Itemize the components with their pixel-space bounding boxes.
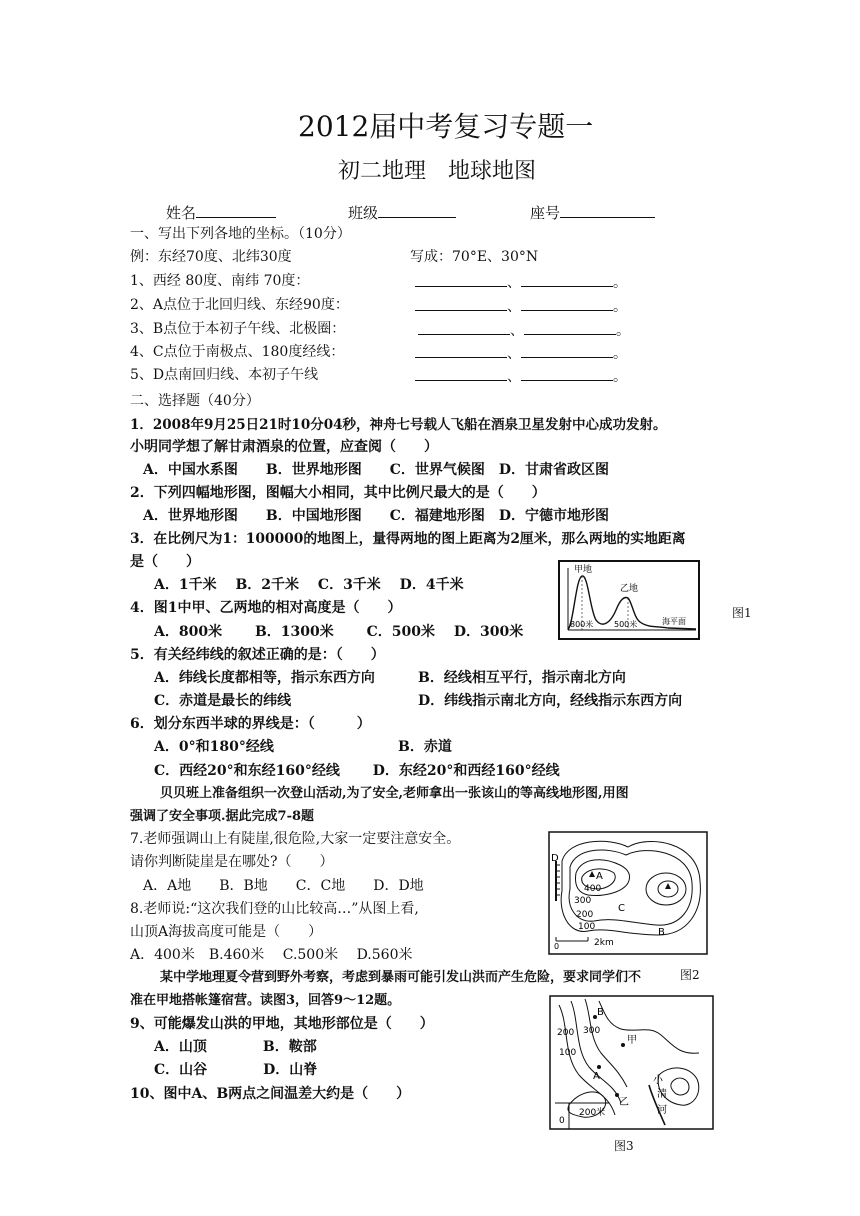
q3-line1: 3．在比例尺为1：100000的地图上，量得两地的图上距离为2厘米，那么两地的实地距离: [130, 531, 686, 547]
coord-item-1: 1、西经 80度、南纬 70度：: [130, 273, 310, 289]
q5-option-c: C．赤道是最长的纬线: [154, 693, 292, 709]
fig3-label-xiao: 小: [653, 1075, 663, 1086]
q1-line2: 小明同学想了解甘肃酒泉的位置，应查阅（ ）: [130, 439, 438, 455]
fig3-label-b: B: [597, 1007, 604, 1018]
section1-heading: 一、写出下列各地的坐标。（10分）: [130, 226, 351, 242]
fig3-label-a: A: [593, 1071, 600, 1082]
q3-line2: 是（ ）: [130, 554, 200, 570]
coord-item-3: 3、B点位于本初子午线、北极圈：: [130, 321, 346, 337]
figure-1: [558, 560, 700, 640]
q7-options: A．A地 B．B地 C．C地 D．D地: [143, 878, 424, 894]
fig1-label-sea: 海平面: [662, 617, 686, 626]
fig3-label-he: 河: [657, 1105, 667, 1116]
coord-answer-2[interactable]: 、 。: [415, 296, 627, 316]
q8-line1: 8.老师说:“这次我们登的山比较高…”从图上看,: [130, 901, 419, 917]
q3-options: A．1千米 B．2千米 C．3千米 D．4千米: [154, 577, 464, 593]
fig2-label-300: 300: [574, 896, 592, 906]
class-label: 班级: [348, 204, 379, 222]
q1-options: A．中国水系图 B．世界地形图 C．世界气候图 D．甘肃省政区图: [143, 462, 609, 478]
fig2-caption: 图2: [680, 968, 700, 982]
intro-7-8-line2: 强调了安全事项.据此完成7-8题: [130, 809, 315, 824]
fig2-label-c: C: [618, 903, 625, 914]
fig1-label-800: 800米: [570, 620, 594, 629]
q2-stem: 2．下列四幅地形图，图幅大小相同，其中比例尺最大的是（ ）: [130, 485, 546, 501]
q10-stem: 10、图中A、B两点之间温差大约是（ ）: [130, 1086, 411, 1102]
fig3-label-100: 100: [559, 1048, 577, 1058]
fig1-label-jia: 甲地: [574, 565, 593, 575]
coord-answer-3[interactable]: 、 。: [418, 320, 630, 340]
section1-example-answer: 写成：70°E、30°N: [410, 249, 539, 265]
coord-answer-5[interactable]: 、 。: [415, 366, 627, 386]
q6-option-a: A．0°和180°经线: [154, 739, 274, 755]
fig2-label-200: 200: [576, 910, 594, 920]
q5-option-b: B．经线相互平行，指示南北方向: [418, 670, 626, 686]
fig2-scale-0: 0: [554, 942, 560, 951]
fig1-caption: 图1: [732, 606, 752, 620]
coord-answer-1[interactable]: 、 。: [415, 272, 627, 292]
page-title: 2012届中考复习专题一: [298, 110, 594, 143]
section1-example: 例：东经70度、北纬30度: [130, 249, 292, 265]
fig2-label-b: B: [658, 927, 665, 938]
fig1-label-500: 500米: [614, 620, 638, 629]
q5-option-a: A．纬线长度都相等，指示东西方向: [154, 670, 375, 686]
q9-options-ab: A．山顶 B．鞍部: [154, 1039, 317, 1055]
section2-heading: 二、选择题（40分）: [130, 393, 260, 409]
class-field[interactable]: [348, 203, 456, 222]
fig3-label-200: 200: [557, 1028, 575, 1038]
seat-field[interactable]: [530, 203, 655, 222]
q5-option-d: D．纬线指示南北方向，经线指示东西方向: [418, 693, 683, 709]
q4-options: A．800米 B．1300米 C．500米 D．300米: [154, 624, 524, 640]
fig2-label-100: 100: [578, 922, 596, 932]
q5-stem: 5．有关经纬线的叙述正确的是：（ ）: [130, 647, 385, 663]
q7-line1: 7.老师强调山上有陡崖,很危险,大家一定要注意安全。: [130, 831, 461, 847]
figure-3: [549, 995, 714, 1130]
q4-stem: 4．图1中甲、乙两地的相对高度是（ ）: [130, 600, 402, 616]
intro-9-12-line1: 某中学地理夏令营到野外考察，考虑到暴雨可能引发山洪而产生危险，要求同学们不: [160, 970, 642, 985]
q9-options-cd: C．山谷 D．山脊: [154, 1062, 318, 1078]
name-field[interactable]: [166, 203, 276, 222]
q9-stem: 9、可能爆发山洪的甲地，其地形部位是（ ）: [130, 1016, 434, 1032]
seat-label: 座号: [530, 204, 561, 222]
fig3-label-jia: 甲: [627, 1035, 637, 1046]
q2-options: A．世界地形图 B．中国地形图 C．福建地形图 D．宁德市地形图: [143, 508, 609, 524]
fig3-scale-200m: 200米: [579, 1108, 606, 1118]
q6-options-cd: C．西经20°和东经160°经线 D．东经20°和西经160°经线: [154, 763, 560, 779]
figure-2: [548, 831, 708, 955]
coord-answer-4[interactable]: 、 。: [415, 343, 627, 363]
fig3-scale-0: 0: [559, 1116, 565, 1126]
coord-item-4: 4、C点位于南极点、180度经线：: [130, 344, 345, 360]
q6-stem: 6．划分东西半球的界线是：（ ）: [130, 716, 371, 732]
fig2-label-d: D: [551, 853, 559, 864]
q8-line2: 山顶A海拔高度可能是（ ）: [130, 924, 323, 940]
coord-item-5: 5、D点南回归线、本初子午线: [130, 367, 319, 383]
fig2-scale-2km: 2km: [594, 938, 614, 948]
fig3-label-qing: 清: [657, 1089, 667, 1100]
fig1-label-yi: 乙地: [620, 584, 639, 594]
q7-line2: 请你判断陡崖是在哪处?（ ）: [130, 854, 334, 870]
q8-options: A．400米 B.460米 C.500米 D.560米: [130, 947, 413, 963]
coord-item-2: 2、A点位于北回归线、东经90度：: [130, 297, 349, 313]
intro-7-8-line1: 贝贝班上准备组织一次登山活动,为了安全,老师拿出一张该山的等高线地形图,用图: [160, 786, 629, 801]
fig3-label-yi: 乙: [619, 1097, 629, 1108]
intro-9-12-line2: 准在甲地搭帐篷宿营。读图3，回答9～12题。: [130, 993, 401, 1008]
fig3-caption: 图3: [614, 1139, 634, 1153]
page-subtitle: 初二地理 地球地图: [338, 159, 537, 184]
fig2-label-a: A: [596, 871, 603, 882]
q6-option-b: B．赤道: [398, 739, 452, 755]
q1-line1: 1．2008年9月25日21时10分04秒，神舟七号载人飞船在酒泉卫星发射中心成功发射。: [130, 417, 667, 433]
name-label: 姓名: [166, 204, 197, 222]
fig3-label-300: 300: [583, 1026, 601, 1036]
fig2-label-400: 400: [584, 884, 602, 894]
